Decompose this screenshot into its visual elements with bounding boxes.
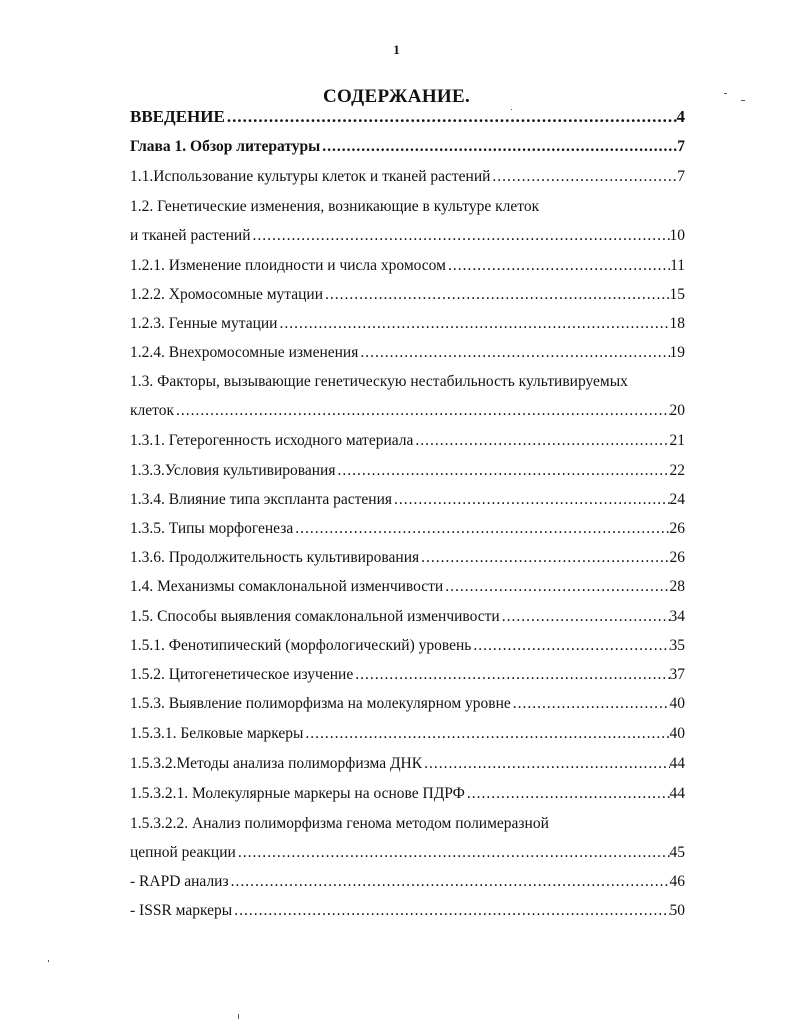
scan-speck bbox=[724, 93, 727, 94]
scan-speck bbox=[238, 1014, 239, 1019]
toc-entry[interactable] bbox=[130, 871, 685, 893]
toc-entry-title: 1.2.3. Генные мутации bbox=[130, 315, 278, 332]
toc-entry-page: 40 bbox=[669, 725, 685, 742]
toc-entry[interactable] bbox=[130, 518, 685, 540]
toc-entry[interactable] bbox=[130, 166, 685, 188]
toc-entry-title: 1.5. Способы выявления сомаклональной изменчивости bbox=[130, 608, 500, 625]
toc-leader bbox=[413, 430, 669, 452]
page-title: СОДЕРЖАНИЕ. bbox=[322, 86, 471, 107]
toc-entry[interactable] bbox=[130, 106, 685, 128]
toc-entry[interactable] bbox=[130, 313, 685, 335]
toc-entry-title: 1.3.3.Условия культивирования bbox=[130, 462, 336, 479]
scan-speck bbox=[741, 100, 745, 101]
toc-leader bbox=[225, 106, 677, 128]
toc-leader bbox=[490, 166, 677, 188]
toc-entry-title: ВВЕДЕНИЕ bbox=[130, 107, 225, 126]
toc-entry-title: 1.2.1. Изменение плоидности и числа хромосом bbox=[130, 257, 446, 274]
toc-entry-title: 1.5.1. Фенотипический (морфологический) уровень bbox=[130, 637, 472, 654]
toc-leader bbox=[174, 400, 670, 422]
toc-entry[interactable] bbox=[130, 460, 685, 482]
toc-entry-page: 24 bbox=[669, 491, 685, 508]
toc-entry-title: 1.5.3.2.Методы анализа полиморфизма ДНК bbox=[130, 755, 423, 772]
toc-leader bbox=[443, 576, 669, 598]
toc-entry-title: 1.3.5. Типы морфогенеза bbox=[130, 520, 294, 537]
toc-entry[interactable] bbox=[130, 753, 685, 775]
toc-entry-title: 1.5.2. Цитогенетическое изучение bbox=[130, 666, 354, 683]
toc-entry-page: 20 bbox=[669, 402, 685, 419]
toc-entry[interactable] bbox=[130, 547, 685, 569]
toc-leader bbox=[335, 460, 669, 482]
toc-entry-title: 1.3.4. Влияние типа эксплантa растения bbox=[130, 491, 393, 508]
toc-entry[interactable] bbox=[130, 606, 685, 628]
toc-entry[interactable] bbox=[130, 576, 685, 598]
toc-leader bbox=[511, 693, 670, 715]
toc-entry-continued[interactable] bbox=[130, 371, 690, 393]
toc-entry[interactable] bbox=[130, 284, 685, 306]
toc-entry-page: 40 bbox=[669, 695, 685, 712]
toc-leader bbox=[446, 255, 670, 277]
toc-entry[interactable] bbox=[130, 783, 685, 805]
toc-entry[interactable] bbox=[130, 842, 685, 864]
scan-speck bbox=[48, 960, 49, 962]
toc-leader bbox=[419, 547, 669, 569]
toc-entry-title: - RAPD анализ bbox=[130, 873, 229, 890]
toc-entry-continued[interactable] bbox=[130, 813, 690, 835]
toc-entry-title: 1.5.3.1. Белковые маркеры bbox=[130, 725, 304, 742]
toc-entry-page: 35 bbox=[669, 637, 685, 654]
toc-entry[interactable] bbox=[130, 693, 685, 715]
toc-entry-page: 44 bbox=[669, 785, 685, 802]
toc-leader bbox=[422, 753, 669, 775]
toc-leader bbox=[323, 284, 670, 306]
toc-entry[interactable] bbox=[130, 900, 685, 922]
toc-entry-title: 1.3.6. Продолжительность культивирования bbox=[130, 549, 420, 566]
page-number: 1 bbox=[393, 42, 400, 57]
toc-entry-title: 1.5.3.2.2. Анализ полиморфизма генома методом полимеразной bbox=[130, 815, 549, 832]
toc-entry[interactable] bbox=[130, 225, 685, 247]
toc-entry-title: 1.2.4. Внехромосомные изменения bbox=[130, 344, 359, 361]
toc-entry-title: 1.2. Генетические изменения, возникающие в культуре клеток bbox=[130, 198, 540, 215]
toc-leader bbox=[251, 225, 670, 247]
toc-entry-title: цепной реакции bbox=[130, 844, 236, 861]
toc-entry-page: 7 bbox=[677, 168, 685, 185]
toc-leader bbox=[293, 518, 669, 540]
toc-entry[interactable] bbox=[130, 489, 685, 511]
toc-entry-page: 26 bbox=[669, 520, 685, 537]
toc-entry-continued[interactable] bbox=[130, 196, 690, 218]
toc-entry[interactable] bbox=[130, 255, 685, 277]
toc-leader bbox=[500, 606, 670, 628]
toc-entry-page: 37 bbox=[669, 666, 685, 683]
toc-leader bbox=[303, 723, 669, 745]
toc-leader bbox=[277, 313, 669, 335]
toc-entry-title: 1.5.3. Выявление полиморфизма на молекулярном уровне bbox=[130, 695, 511, 712]
toc-leader bbox=[465, 783, 670, 805]
toc-entry-page: 4 bbox=[676, 107, 685, 126]
toc-entry-page: 45 bbox=[669, 844, 685, 861]
toc-entry-page: 34 bbox=[669, 608, 685, 625]
toc-entry-title: Глава 1. Обзор литературы bbox=[130, 138, 321, 155]
toc-entry[interactable] bbox=[130, 723, 685, 745]
toc-entry-page: 18 bbox=[669, 315, 685, 332]
toc-leader bbox=[232, 900, 669, 922]
toc-entry[interactable] bbox=[130, 136, 685, 158]
toc-entry-title: 1.1.Использование культуры клеток и тканей растений bbox=[130, 168, 491, 185]
toc-leader bbox=[353, 664, 669, 686]
toc-entry-title: 1.3.1. Гетерогенность исходного материала bbox=[130, 432, 414, 449]
toc-entry-page: 15 bbox=[669, 286, 685, 303]
toc-leader bbox=[358, 342, 669, 364]
toc-leader bbox=[229, 871, 670, 893]
toc-leader bbox=[471, 635, 669, 657]
toc-entry-page: 46 bbox=[669, 873, 685, 890]
toc-entry-title: 1.3. Факторы, вызывающие генетическую нестабильность культивируемых bbox=[130, 373, 628, 390]
toc-entry-page: 19 bbox=[669, 344, 685, 361]
toc-entry-page: 50 bbox=[669, 902, 685, 919]
toc-entry-title: 1.4. Механизмы сомаклональной изменчивости bbox=[130, 578, 444, 595]
toc-leader bbox=[320, 136, 677, 158]
toc-entry-page: 11 bbox=[670, 257, 685, 274]
toc-entry-page: 28 bbox=[669, 578, 685, 595]
toc-entry-title: 1.5.3.2.1. Молекулярные маркеры на основе ПДРФ bbox=[130, 785, 465, 802]
toc-entry-title: 1.2.2. Хромосомные мутации bbox=[130, 286, 323, 303]
toc-entry[interactable] bbox=[130, 430, 685, 452]
toc-entry[interactable] bbox=[130, 400, 685, 422]
toc-entry-page: 10 bbox=[669, 227, 685, 244]
toc-entry[interactable] bbox=[130, 664, 685, 686]
toc-leader bbox=[236, 842, 670, 864]
toc-entry[interactable] bbox=[130, 342, 685, 364]
toc-entry-page: 7 bbox=[677, 138, 685, 155]
scan-speck bbox=[511, 109, 512, 110]
toc-entry-page: 21 bbox=[669, 432, 685, 449]
toc-entry-page: 26 bbox=[669, 549, 685, 566]
toc-entry-title: - ISSR маркеры bbox=[130, 902, 233, 919]
toc-entry[interactable] bbox=[130, 635, 685, 657]
toc-leader bbox=[392, 489, 669, 511]
toc-entry-title: клеток bbox=[130, 402, 174, 419]
toc-entry-page: 22 bbox=[669, 462, 685, 479]
toc-entry-title: и тканей растений bbox=[130, 227, 251, 244]
toc-entry-page: 44 bbox=[669, 755, 685, 772]
